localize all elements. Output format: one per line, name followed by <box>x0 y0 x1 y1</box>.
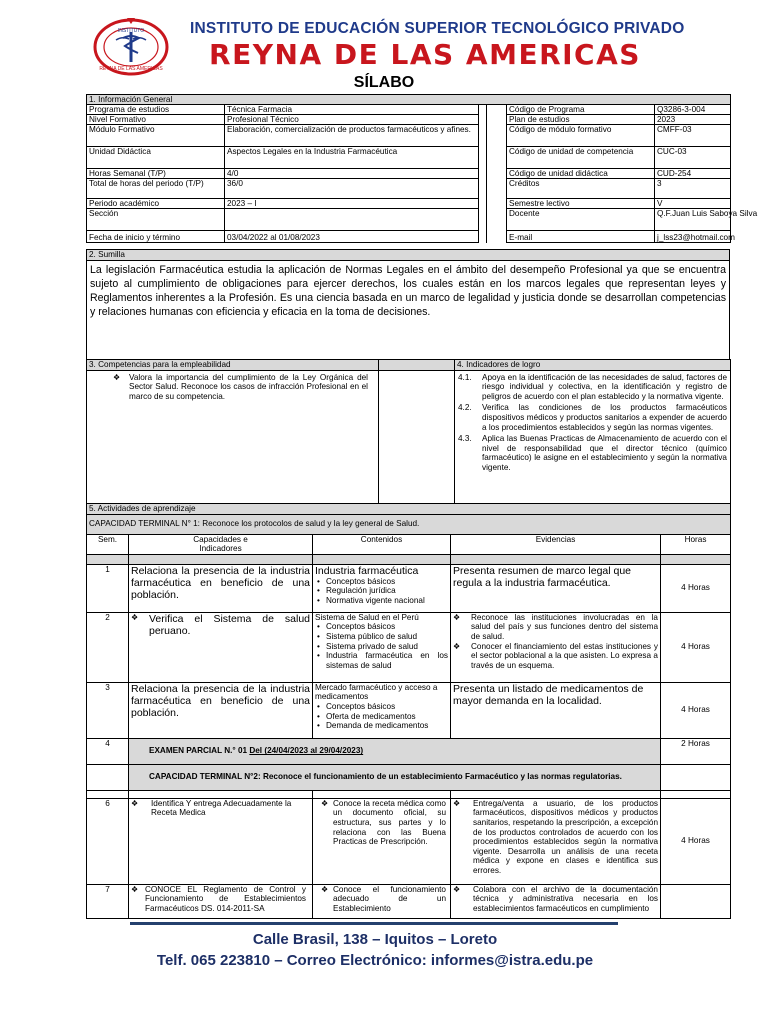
bullet-diamond-icon: ❖ <box>131 798 139 808</box>
indicador-item: 4.3. Aplica las Buenas Practicas de Almacenamiento de acuerdo con el nivel de responsabilidad que el director técnico (químico farmacéutico) le asigne en el establecimiento y según la normativa vigente. <box>458 434 727 472</box>
capacidad-text: CONOCE EL Reglamento de Control y Funcionamiento de Establecimientos Farmacéuticos DS. 014-2011-SA <box>145 884 306 913</box>
label-codigo-unidad: Código de unidad didáctica <box>507 169 655 179</box>
horas-value: 2 Horas <box>661 738 731 764</box>
capacidad-text: Relaciona la presencia de la industria farmacéutica en beneficio de una población. <box>129 564 313 612</box>
bullet-diamond-icon: ❖ <box>321 884 329 894</box>
label-fecha: Fecha de inicio y término <box>87 231 225 243</box>
label-unidad: Unidad Didáctica <box>87 147 225 169</box>
sem-number: 1 <box>87 564 129 612</box>
contenido-item: • Regulación jurídica <box>323 586 448 596</box>
bullet-diamond-icon: ❖ <box>113 372 121 382</box>
table-row <box>87 564 731 612</box>
bullet-diamond-icon: ❖ <box>453 798 461 808</box>
horas-value: 4 Horas <box>661 612 731 682</box>
label-plan: Plan de estudios <box>507 115 655 125</box>
contenido-text: Conoce el funcionamiento adecuado de un Establecimiento <box>333 884 446 913</box>
sem-number: 7 <box>87 884 129 918</box>
exam-label: EXAMEN PARCIAL N.° 01 <box>149 746 250 756</box>
contenido-item: • Demanda de medicamentos <box>323 721 448 731</box>
section-title-indicadores: 4. Indicadores de logro <box>455 360 731 371</box>
section-title-competencias: 3. Competencias para la empleabilidad <box>87 360 379 371</box>
footer-address: Calle Brasil, 138 – Iquitos – Loreto <box>252 931 498 948</box>
value-unidad: Aspectos Legales en la Industria Farmacéutica <box>225 147 479 169</box>
exam-date: Del (24/04/2023 al 29/04/2023) <box>249 746 364 756</box>
footer-bar <box>130 922 618 925</box>
sem-number: 6 <box>87 798 129 884</box>
capacidad-terminal-1: CAPACIDAD TERMINAL N° 1: Reconoce los protocolos de salud y la ley general de Salud. <box>87 514 731 534</box>
table-row <box>87 612 731 682</box>
indicador-item: 4.1. Apoya en la identificación de las necesidades de salud, factores de riesgo individual y colectiva, en la identificación y registro de peligros de acuerdo con el plan establecido y la normativa vigente. <box>458 372 727 401</box>
competencia-text: Valora la importancia del cumplimiento de la Ley Orgánica del Sector Salud. Reconoce los casos de infracción Profesional en el marco de su competencia. <box>129 372 368 401</box>
label-programa: Programa de estudios <box>87 105 225 115</box>
value-codigo-programa: Q3286-3-004 <box>655 105 731 115</box>
capacidad-text: Relaciona la presencia de la industria farmacéutica en beneficio de una población. <box>129 682 313 738</box>
bullet-diamond-icon: ❖ <box>321 798 329 808</box>
label-creditos: Créditos <box>507 179 655 199</box>
section-title-actividades: 5. Actividades de aprendizaje <box>87 504 731 515</box>
evidencia-item: Conocer el financiamiento del estas instituciones y el sector poblacional a la que asisten. Lo expresa a través de un esquema. <box>471 641 658 670</box>
value-modulo: Elaboración, comercialización de productos farmacéuticos y afines. <box>225 125 479 147</box>
contenido-item: • Normativa vigente nacional <box>323 596 448 606</box>
evidencia-text: Entrega/venta a usuario, de los productos farmacéuticos, dispositivos médicos y productos sanitarios, respetando la prescripción, a excepción de los productos controlados de acuerdo con los procedimientos establecidos según la normativa vigente. Desarrolla un análisis de una receta médica y expone en clases e identifica sus errores. <box>473 798 658 875</box>
contenido-item: • Sistema público de salud <box>323 632 448 642</box>
general-info-table <box>86 94 758 243</box>
header-sem: Sem. <box>87 534 129 554</box>
label-nivel: Nivel Formativo <box>87 115 225 125</box>
value-seccion <box>225 209 479 231</box>
value-codigo-unidad: CUD-254 <box>655 169 731 179</box>
value-email: j_lss23@hotmail.com <box>655 231 731 243</box>
sumilla-text: La legislación Farmacéutica estudia la aplicación de Normas Legales en el ámbito del desempeño Profesional ya que se encuentra sujeto al cumplimiento de obligaciones para ejercer derechos, los cuales están en los marcos legales que representan leyes y Reglamentos inherentes a la Profesión. Es una ciencia basada en un marco de legalidad y justicia donde se desarrollan competencias y relaciones humanas con eficiencia y eficacia en la toma de decisiones. <box>87 260 730 363</box>
table-row <box>87 798 731 884</box>
contenido-item: • Conceptos básicos <box>323 577 448 587</box>
value-creditos: 3 <box>655 179 731 199</box>
label-email: E-mail <box>507 231 655 243</box>
contenido-title: Sistema de Salud en el Perú <box>315 612 419 622</box>
header-evidencias: Evidencias <box>451 534 661 554</box>
table-row <box>87 884 731 918</box>
section-title-sumilla: 2. Sumilla <box>87 250 730 261</box>
label-docente: Docente <box>507 209 655 231</box>
evidencia-item: Reconoce las instituciones involucradas en la salud del país y sus funciones dentro del sistema de salud. <box>471 612 658 641</box>
value-total-horas: 36/0 <box>225 179 479 199</box>
value-semestre: V <box>655 199 731 209</box>
evidencia-text: Colabora con el archivo de la documentación técnica y administrativa necesaria en los establecimientos farmacéuticos en cumplimiento <box>473 884 658 913</box>
value-programa: Técnica Farmacia <box>225 105 479 115</box>
value-nivel: Profesional Técnico <box>225 115 479 125</box>
logo-top-text: INSTITUTO <box>117 28 145 34</box>
bullet-diamond-icon: ❖ <box>453 641 461 651</box>
indicador-item: 4.2. Verifica las condiciones de los productos farmacéuticos dispositivos médicos y productos sanitarios a expender de acuerdo a los procedimientos establecidos y según las normas vigentes. <box>458 403 727 432</box>
horas-value: 4 Horas <box>661 798 731 884</box>
value-codigo-modulo: CMFF-03 <box>655 125 731 147</box>
header-contenidos: Contenidos <box>313 534 451 554</box>
bullet-diamond-icon: ❖ <box>131 884 139 894</box>
value-plan: 2023 <box>655 115 731 125</box>
value-fecha: 03/04/2022 al 01/08/2023 <box>225 231 479 243</box>
horas-value: 4 Horas <box>661 682 731 738</box>
institution-logo <box>92 12 170 78</box>
table-row <box>87 682 731 738</box>
contenido-text: Conoce la receta médica como un documento oficial, su estructura, sus partes y lo relaciona con las Buena Practicas de Prescripción. <box>333 798 446 847</box>
capacidad-terminal-2: CAPACIDAD TERMINAL N°2: Reconoce el funcionamiento de un establecimiento Farmacéutico y las normas regulatorias. <box>129 764 661 790</box>
label-total-horas: Total de horas del periodo (T/P) <box>87 179 225 199</box>
actividades-table <box>86 503 731 919</box>
section-title-general: 1. Información General <box>87 95 731 105</box>
contenido-item: • Sistema privado de salud <box>323 642 448 652</box>
value-periodo: 2023 – I <box>225 199 479 209</box>
contenido-title: Industria farmacéutica <box>315 564 419 577</box>
value-docente: Q.F.Juan Luis Saboya Silva <box>655 209 731 231</box>
logo-ring-text: REYNA DE LAS AMERICAS <box>99 66 163 72</box>
contenido-item: • Industria farmacéutica en los sistemas de salud <box>323 651 448 670</box>
sem-number: 2 <box>87 612 129 682</box>
contenido-item: • Conceptos básicos <box>323 622 448 632</box>
sumilla-table <box>86 249 730 364</box>
bullet-diamond-icon: ❖ <box>131 612 139 622</box>
label-modulo: Módulo Formativo <box>87 125 225 147</box>
capacidad-text: Verifica el Sistema de salud peruano. <box>149 612 310 637</box>
evidencia-text: Presenta un listado de medicamentos de mayor demanda en la localidad. <box>451 682 661 738</box>
value-horas-semanal: 4/0 <box>225 169 479 179</box>
bullet-diamond-icon: ❖ <box>453 612 461 622</box>
contenido-item: • Oferta de medicamentos <box>323 712 448 722</box>
header-horas: Horas <box>661 534 731 554</box>
contenido-item: • Conceptos básicos <box>323 702 448 712</box>
label-horas-semanal: Horas Semanal (T/P) <box>87 169 225 179</box>
bullet-diamond-icon: ❖ <box>453 884 461 894</box>
label-periodo: Periodo académico <box>87 199 225 209</box>
sem-number: 4 <box>87 738 129 764</box>
table-row <box>87 738 731 764</box>
label-codigo-competencia: Código de unidad de competencia <box>507 147 655 169</box>
capacidad-text: Identifica Y entrega Adecuadamente la Receta Medica <box>151 798 292 818</box>
document-title: SÍLABO <box>353 74 415 91</box>
institution-name: INSTITUTO DE EDUCACIÓN SUPERIOR TECNOLÓGICO PRIVADO <box>190 20 685 37</box>
horas-value <box>661 884 731 918</box>
competencias-indicadores-table <box>86 359 731 506</box>
label-codigo-programa: Código de Programa <box>507 105 655 115</box>
label-semestre: Semestre lectivo <box>507 199 655 209</box>
label-seccion: Sección <box>87 209 225 231</box>
footer-contact: Telf. 065 223810 – Correo Electrónico: informes@istra.edu.pe <box>156 952 594 969</box>
contenido-title: Mercado farmacéutico y acceso a medicamentos <box>315 682 438 702</box>
sem-number: 3 <box>87 682 129 738</box>
brand-name: REYNA DE LAS AMERICAS <box>209 38 641 71</box>
label-codigo-modulo: Código de módulo formativo <box>507 125 655 147</box>
value-codigo-competencia: CUC-03 <box>655 147 731 169</box>
evidencia-text: Presenta resumen de marco legal que regula a la industria farmacéutica. <box>451 564 661 612</box>
exam-row <box>129 738 661 764</box>
header-capacidades: Capacidades e Indicadores <box>129 534 313 554</box>
horas-value: 4 Horas <box>661 564 731 612</box>
